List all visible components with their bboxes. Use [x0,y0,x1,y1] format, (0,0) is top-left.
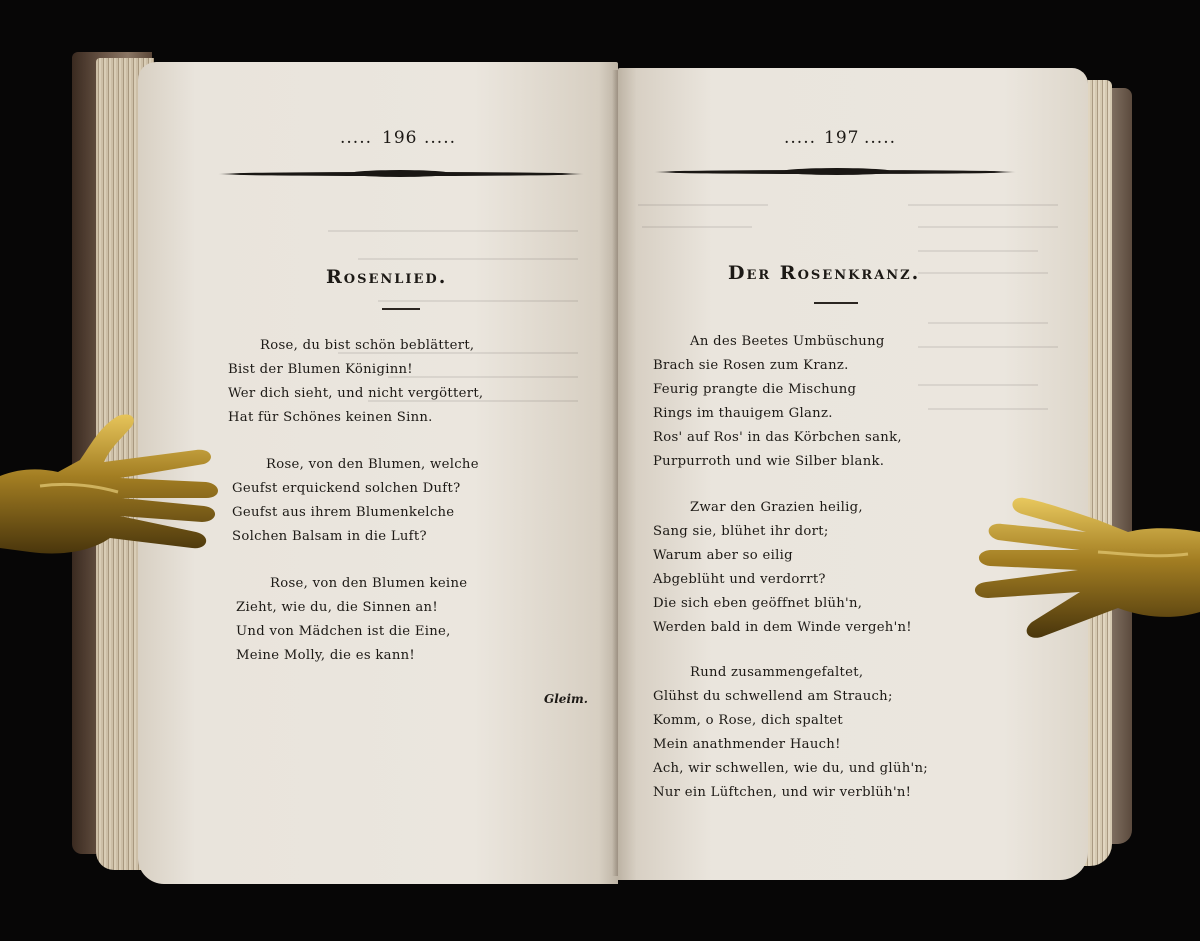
right-header-ornament-center [782,168,892,175]
left-header-ornament-center [350,170,450,177]
verse-line: Warum aber so eilig [653,548,793,563]
left-page-number-dots-right: ..... [424,128,457,148]
verse-line: Purpurroth und wie Silber blank. [653,454,885,469]
verse-line: Wer dich sieht, und nicht vergöttert, [228,386,484,401]
verse-line: Feurig prangte die Mischung [653,382,857,397]
verse-line: Zwar den Grazien heilig, [690,500,863,515]
verse-line: Werden bald in dem Winde vergeh'n! [653,620,912,635]
verse-line: Rings im thauigem Glanz. [653,406,833,421]
right-page-number-dots-left: ..... [784,128,817,148]
verse-line: Rose, du bist schön beblättert, [260,338,475,353]
verse-line: Rose, von den Blumen keine [270,576,468,591]
verse-line: Brach sie Rosen zum Kranz. [653,358,849,373]
verse-line: Geufst erquickend solchen Duft? [232,481,461,496]
verse-line: Glühst du schwellend am Strauch; [653,689,893,704]
verse-line: Bist der Blumen Königinn! [228,362,413,377]
verse-line: Zieht, wie du, die Sinnen an! [236,600,438,615]
right-page-number-dots-right: ..... [864,128,897,148]
brass-hand-right-icon [968,492,1200,662]
verse-line: Mein anathmender Hauch! [653,737,841,752]
left-page-number: 196 [382,128,418,148]
verse-line: Ach, wir schwellen, wie du, und glüh'n; [653,761,928,776]
left-poem-title: Rosenlied. [326,266,448,288]
verse-line: Die sich eben geöffnet blüh'n, [653,596,863,611]
verse-line: Rund zusammengefaltet, [690,665,864,680]
verse-line: Rose, von den Blumen, welche [266,457,479,472]
verse-line: Geufst aus ihrem Blumenkelche [232,505,455,520]
brass-hand-left-icon [0,406,230,576]
left-page-number-dots-left: ..... [340,128,373,148]
verse-line: Und von Mädchen ist die Eine, [236,624,451,639]
right-poem-title: Der Rosenkranz. [728,262,921,284]
verse-line: Solchen Balsam in die Luft? [232,529,427,544]
verse-line: Ros' auf Ros' in das Körbchen sank, [653,430,902,445]
verse-line: Sang sie, blühet ihr dort; [653,524,829,539]
verse-line: Komm, o Rose, dich spaltet [653,713,844,728]
right-page [618,68,1088,880]
left-title-rule [382,308,420,310]
right-title-rule [814,302,858,304]
right-page-number: 197 [824,128,860,148]
verse-line: Hat für Schönes keinen Sinn. [228,410,433,425]
poem-signature: Gleim. [544,692,588,706]
verse-line: Abgeblüht und verdorrt? [653,572,826,587]
verse-line: Nur ein Lüftchen, und wir verblüh'n! [653,785,912,800]
verse-line: Meine Molly, die es kann! [236,648,416,663]
verse-line: An des Beetes Umbüschung [690,334,885,349]
